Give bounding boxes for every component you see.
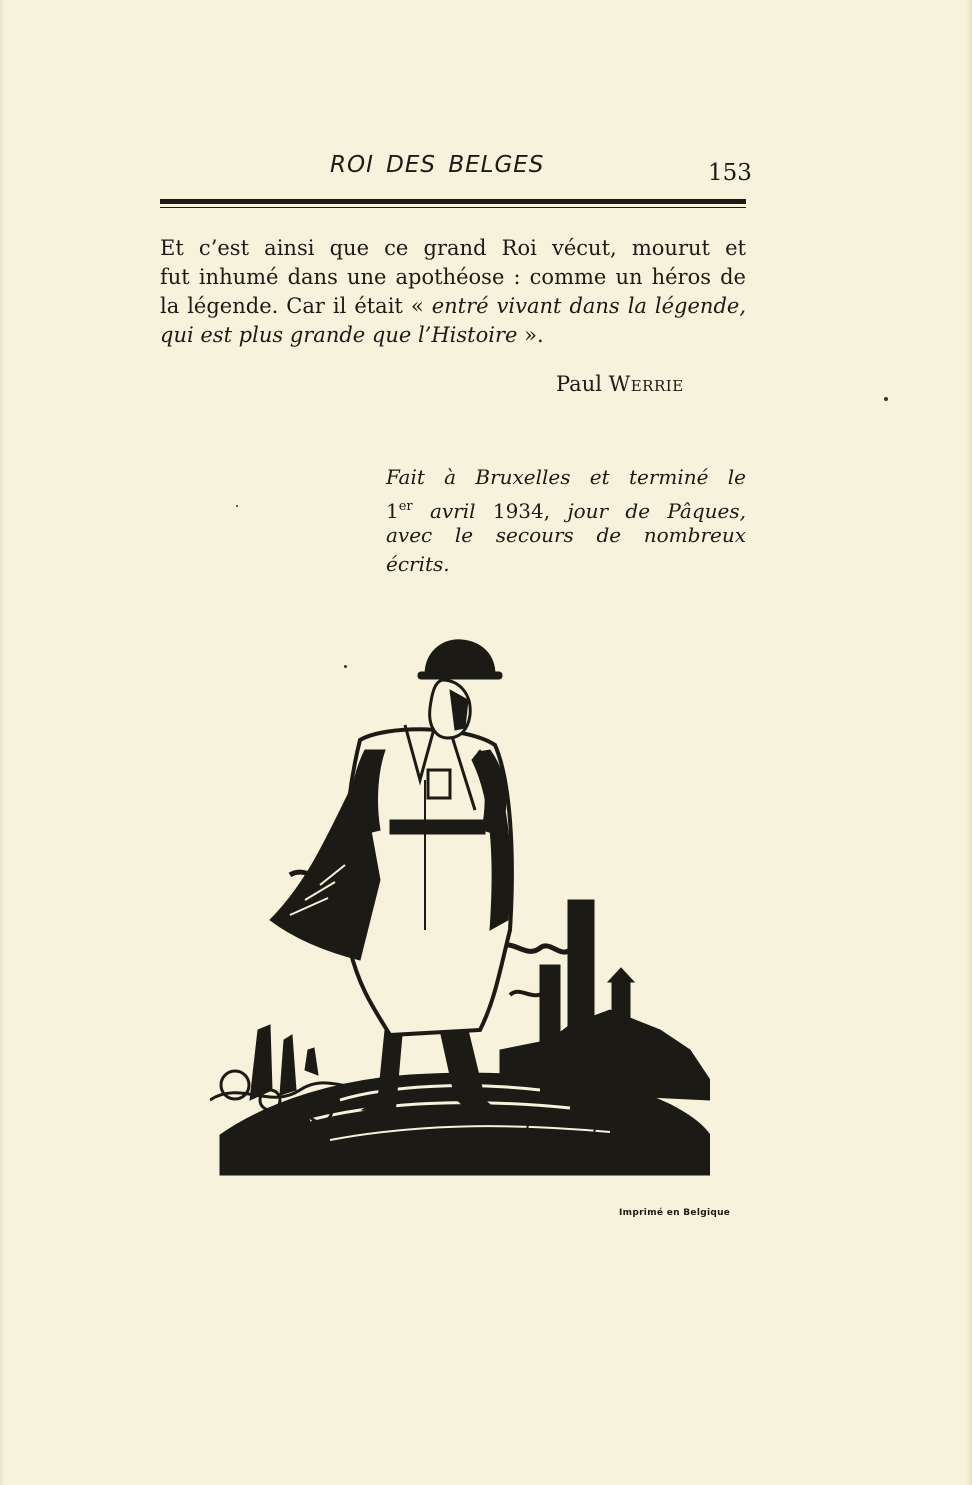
header-rule-thick bbox=[160, 199, 746, 204]
colophon-ordinal: 1 bbox=[386, 499, 399, 523]
page-edge-left bbox=[0, 0, 4, 1485]
colophon-line-3: avec le secours de nombreux écrits. bbox=[386, 523, 746, 576]
running-title: ROI DES BELGES bbox=[330, 152, 545, 178]
colophon-line-1: Fait à Bruxelles et terminé le bbox=[386, 465, 746, 489]
colophon-month: avril bbox=[429, 499, 476, 523]
paper-speck bbox=[344, 665, 347, 668]
paragraph-line-1: Et c’est ainsi que ce grand Roi vécut, mourut et bbox=[160, 236, 746, 260]
paragraph-line-4-roman: ». bbox=[517, 323, 544, 347]
paragraph-line-3 bbox=[160, 292, 746, 321]
printer-mark: Imprimé en Belgique bbox=[619, 1208, 731, 1218]
paragraph-line-2: fut inhumé dans une apothéose : comme un héros de bbox=[160, 265, 746, 289]
author-last-name: Werrie bbox=[608, 372, 684, 396]
header-rule-thin bbox=[160, 207, 746, 208]
paragraph-line-4 bbox=[160, 321, 746, 350]
paragraph-line-3-italic: entré vivant dans la légende, bbox=[431, 294, 746, 318]
author-first-name: Paul bbox=[556, 372, 602, 396]
page-edge-right bbox=[966, 0, 972, 1485]
colophon-rest: jour de Pâques, bbox=[567, 499, 746, 523]
colophon-line-2 bbox=[386, 492, 746, 521]
colophon-ordinal-suffix: er bbox=[398, 499, 413, 514]
paper-speck bbox=[884, 397, 888, 401]
author-signature bbox=[556, 372, 684, 396]
closing-paragraph bbox=[160, 234, 746, 350]
colophon bbox=[386, 463, 746, 576]
paragraph-line-3-roman: la légende. Car il était « bbox=[160, 294, 432, 318]
paper-speck bbox=[236, 505, 238, 507]
page-number: 153 bbox=[708, 160, 752, 186]
woodcut-soldier-icon bbox=[210, 630, 710, 1180]
paragraph-line-4-italic: qui est plus grande que l’Histoire bbox=[160, 323, 518, 347]
colophon-year: 1934, bbox=[492, 499, 551, 523]
